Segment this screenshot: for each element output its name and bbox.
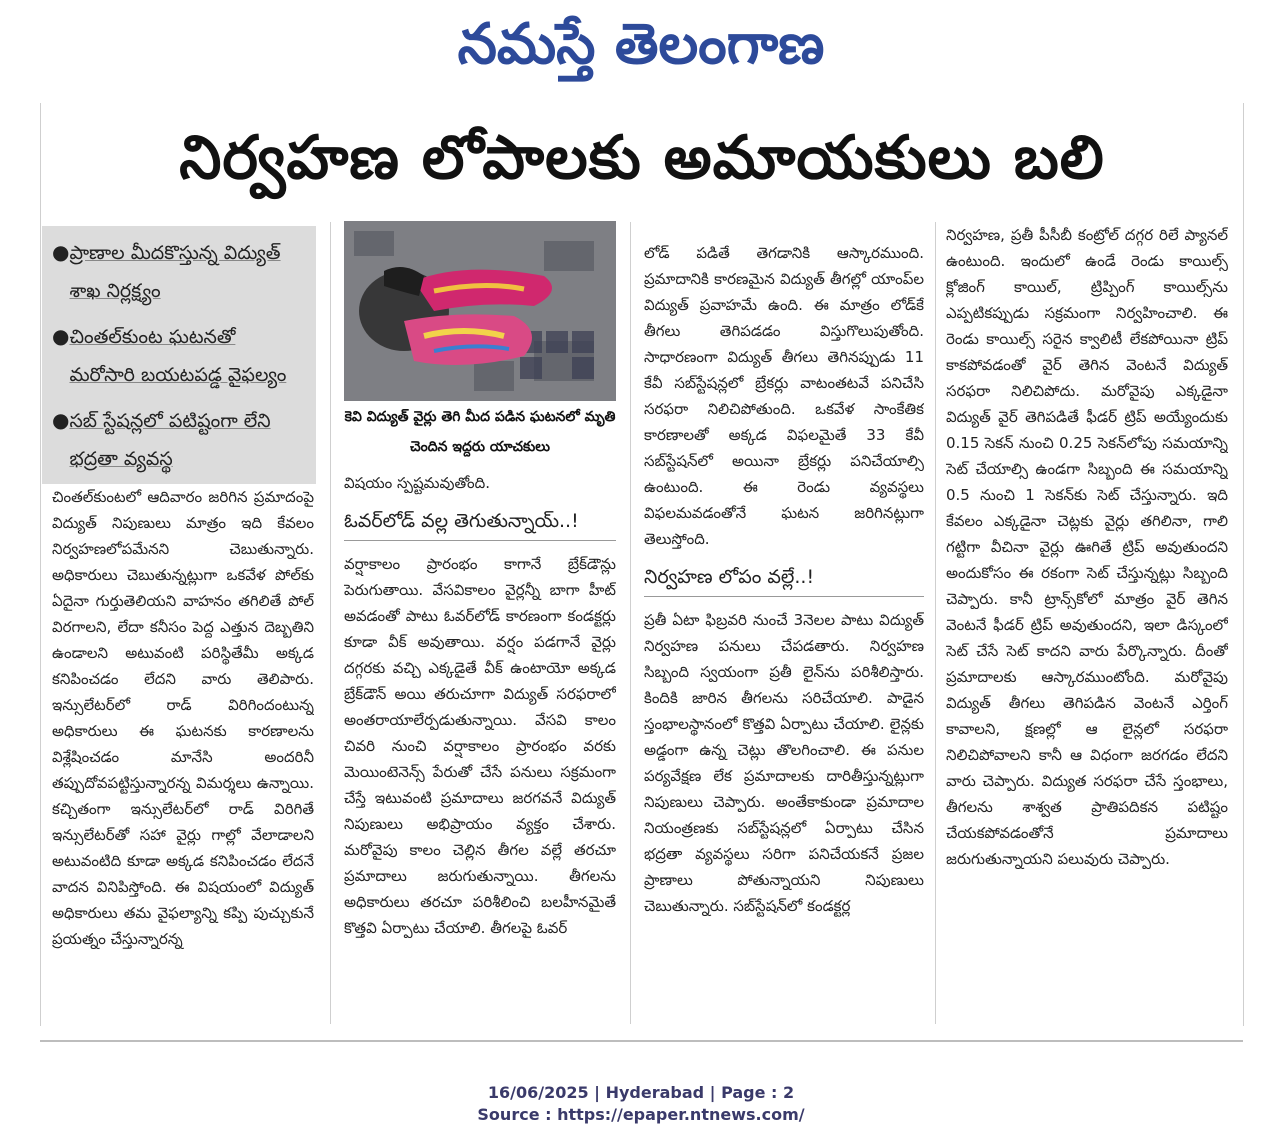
news-photo (344, 221, 616, 401)
highlight-text: ప్రాణాల మీదకొస్తున్న విద్యుత్‌ శాఖ నిర్లక్ష్యం (69, 242, 281, 302)
footer-date-line: 16/06/2025 | Hyderabad | Page : 2 (487, 1083, 795, 1102)
subheading: నిర్వహణ లోపం వల్లే..! (644, 562, 924, 597)
photo-caption: కెవి విద్యుత్‌ వైర్లు తెగి మీద పడిన ఘటనలో మృతి చెందిన ఇద్దరు యాచకులు (344, 409, 616, 455)
article-column-4 (946, 222, 1228, 1024)
footer-source-line: Source : https://epaper.ntnews.com/ (477, 1105, 805, 1124)
bottom-rule (40, 1040, 1243, 1042)
masthead-logo: నమస్తే తెలంగాణ (457, 11, 825, 77)
paragraph: చింతల్‌కుంటలో ఆదివారం జరిగిన ప్రమాదంపై విద్యుత్‌ నిపుణులు మాత్రం ఇది కేవలం నిర్వహణలోపమేనని చెబుతున్నారు. అధికారులు చెబుతున్నట్లుగా ఒకవేళ పోల్‌కు ఏదైనా గుర్తుతెలియని వాహనం తగిలితే పోల్‌ విరగాలని, లేదా కనీసం పెద్ద ఎత్తున దెబ్బతిని ఉండాలని అటువంటి పరిస్థితేమీ అక్కడ కనిపించడం లేదని వారు తెలిపారు. ఇన్సులేటర్‌లో రాడ్‌ విరిగిందంటున్న అధికారులు ఈ ఘటనకు కారణాలను విశ్లేషించడం మానేసి అందరినీ తప్పుదోవపట్టిస్తున్నారన్న విమర్శలు ఉన్నాయి. కచ్చితంగా ఇన్సులేటర్‌లో రాడ్‌ విరిగితే ఇన్సులేటర్‌తో సహా వైర్లు గాల్లో వేలాడాలని అటువంటిది కూడా అక్కడ కనిపించడం లేదనే వాదన వినిపిస్తోంది. ఈ విషయంలో విద్యుత్‌ అధికారులు తమ వైఫల్యాన్ని కప్పి పుచ్చుకునే ప్రయత్నం చేస్తున్నారన్న (52, 488, 314, 948)
column-divider (330, 222, 331, 1024)
paragraph: వర్షాకాలం ప్రారంభం కాగానే బ్రేక్‌డౌన్లు పెరుగుతాయి. వేసవికాలం వైర్లన్నీ బాగా హీట్‌ అవడంతో పాటు ఓవర్‌లోడ్‌ కారణంగా కండక్టర్లు కూడా వీక్‌ అవుతాయి. వర్షం పడగానే వైర్లు దగ్గరకు వచ్చి ఎక్కడైతే వీక్‌ ఉంటాయో అక్కడ బ్రేక్‌డౌన్‌ అయి తరుచూగా విద్యుత్‌ సరఫరాలో అంతరాయాలేర్పడుతున్నాయి. వేసవి కాలం చివరి నుంచి వర్షాకాలం ప్రారంభం వరకు మెయింటెనెన్స్‌ పేరుతో చేసే పనులు సక్రమంగా చేస్తే ఇటువంటి ప్రమాదాలు జరగవనే విద్యుత్‌ నిపుణులు అభిప్రాయం వ్యక్తం చేశారు. మరోవైపు కాలం చెల్లిన తీగల వల్లే తరచూ ప్రమాదాలు జరుగుతున్నాయి. తీగలను అధికారులు తరచూ పరిశీలించి బలహీనమైతే కొత్తవి ఏర్పాటు చేయాలి. తీగలపై ఓవర్‌ (344, 555, 616, 937)
headline: నిర్వహణ లోపాలకు అమాయకులు బలి (179, 123, 1105, 193)
page-footer (0, 1082, 1282, 1126)
highlight-item (52, 318, 306, 394)
left-border-rule (40, 103, 41, 1026)
bullet-icon: ● (52, 408, 70, 432)
paragraph: విషయం స్పష్టమవుతోంది. (344, 474, 490, 492)
paragraph: నిర్వహణ, ప్రతీ పీసీబీ కంట్రోల్‌ దగ్గర రిలే ప్యానల్‌ ఉంటుంది. ఇందులో ఉండే రెండు కాయిల్స్‌ క్లోజింగ్‌ కాయిల్‌, ట్రిప్పింగ్‌ కాయిల్స్‌ను ఎప్పటికప్పుడు సక్రమంగా నిర్వహించాలి. ఈ రెండు కాయిల్స్‌ సరైన క్వాలిటీ లేకపోయినా ట్రిప్‌ కాకపోవడంతో వైర్‌ తెగిన వెంటనే విద్యుత్‌ సరఫరా నిలిచిపోదు. మరోవైపు ఎక్కడైనా విద్యుత్‌ వైర్‌ తెగిపడితే ఫీడర్‌ ట్రిప్‌ అయ్యేందుకు 0.15 సెకన్‌ నుంచి 0.25 సెకన్‌లోపు సమయాన్ని సెట్‌ చేయాల్సి ఉండగా సిబ్బంది ఈ సమయాన్ని 0.5 నుంచి 1 సెకన్‌కు సెట్‌ చేస్తున్నారు. ఇది కేవలం ఎక్కడైనా చెట్లకు వైర్లు తగిలినా, గాలి గట్టిగా వీచినా వైర్లు ఊగితే ట్రిప్‌ అవుతుందని అందుకోసం ఈ రకంగా సెట్‌ చేస్తున్నట్లు సిబ్బంది చెప్పారు. కానీ ట్రాన్స్‌కోలో మాత్రం వైర్‌ తెగిన వెంటనే ఫీడర్‌ ట్రిప్‌ అవుతుందని, ఇలా డిస్కంలో సెట్‌ చేసే సెట్‌ కాదని వారు పేర్కొన్నారు. దీంతో ప్రమాదాలకు ఆస్కారముంటోంది. మరోవైపు విద్యుత్‌ తీగలు తెగిపడిన వెంటనే ఎర్తింగ్‌ కావాలని, క్షణల్లో ఆ లైన్లలో సరఫరా నిలిచిపోవాలని కానీ ఆ విధంగా జరగడం లేదని వారు చెప్పారు. విద్యుత సరఫరా చేసే స్తంభాలు, తీగలను శాశ్వత ప్రాతిపదికన పటిష్టం చేయకపోవడంతోనే ప్రమాదాలు జరుగుతున్నాయని పలువురు చెప్పారు. (946, 226, 1228, 868)
adjacent-page-edge (1250, 100, 1282, 1040)
highlight-item (52, 234, 306, 310)
column-divider (935, 222, 936, 1024)
bullet-icon: ● (52, 240, 70, 264)
article-column-3 (644, 240, 924, 1024)
bullet-icon: ● (52, 324, 70, 348)
paragraph: ప్రతీ ఏటా ఫిబ్రవరి నుంచే 3నెలల పాటు విద్యుత్‌ నిర్వహణ పనులు చేపడతారు. నిర్వహణ సిబ్బంది స్వయంగా ప్రతీ లైన్‌ను పరిశీలిస్తారు. కిందికి జారిన తీగలను సరిచేయాలి. పాడైన స్తంభాలస్థానంలో కొత్తవి ఏర్పాటు చేయాలి. లైన్లకు అడ్డంగా ఉన్న చెట్లు తొలగించాలి. ఈ పనుల పర్యవేక్షణ లేక ప్రమాదాలకు దారితీస్తున్నట్లుగా నిపుణులు చెప్పారు. అంతేకాకుండా ప్రమాదాల నియంత్రణకు సబ్‌స్టేషన్లలో ఏర్పాటు చేసిన భద్రతా వ్యవస్థలు సరిగా పనిచేయకనే ప్రజల ప్రాణాలు పోతున్నాయని నిపుణులు చెబుతున్నారు. సబ్‌స్టేషన్‌లో కండక్టర్ల (644, 611, 924, 915)
article-column-1 (52, 484, 314, 1024)
article-column-2 (344, 470, 616, 1024)
subheading: ఓవర్‌లోడ్‌ వల్ల తెగుతున్నాయ్‌..! (344, 506, 616, 541)
right-border-rule (1243, 103, 1244, 1026)
highlight-item (52, 402, 306, 478)
accident-scene-image (344, 221, 616, 401)
highlight-text: చింతల్‌కుంట ఘటనతో మరోసారి బయటపడ్డ వైఫల్యం (69, 326, 287, 386)
highlights-box (42, 226, 316, 484)
highlight-text: సబ్‌ స్టేషన్లలో పటిష్టంగా లేని భద్రతా వ్యవస్థ (69, 410, 271, 470)
paragraph: లోడ్‌ పడితే తెగడానికి ఆస్కారముంది. ప్రమాదానికి కారణమైన విద్యుత్‌ తీగల్లో యాంప్‌ల విద్యుత్‌ ప్రవాహమే ఉంది. ఈ మాత్రం లోడ్‌కే తీగలు తెగిపడడం విస్తుగొలుపుతోంది. సాధారణంగా విద్యుత్‌ తీగలు తెగినప్పుడు 11 కేవీ సబ్‌స్టేషన్లలో బ్రేకర్లు వాటంతటవే పనిచేసి సరఫరా నిలిచిపోతుంది. ఒకవేళ సాంకేతిక కారణాలతో అక్కడ విఫలమైతే 33 కేవీ సబ్‌స్టేషన్‌లో అయినా బ్రేకర్లు పనిచేయాల్సి ఉంటుంది. ఈ రెండు వ్యవస్థలు విఫలమవడంతోనే ఘటన జరిగినట్లుగా తెలుస్తోంది. (644, 244, 924, 548)
column-divider (630, 222, 631, 1024)
